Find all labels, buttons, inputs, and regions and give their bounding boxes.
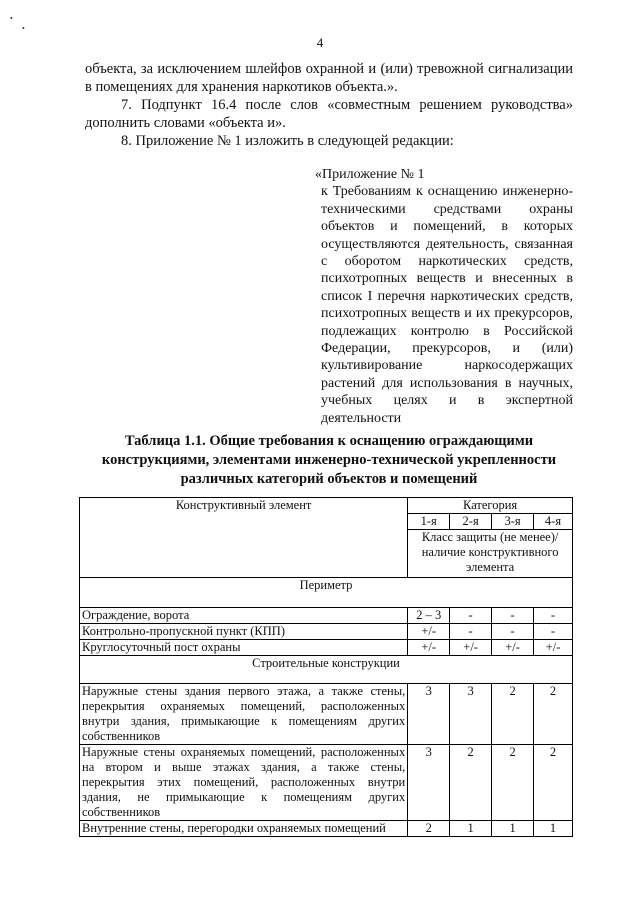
appendix-heading-block: [315, 166, 573, 427]
row-value: 1: [534, 821, 573, 837]
row-value: 2 – 3: [408, 608, 450, 624]
row-value: 1: [450, 821, 492, 837]
appendix-body: к Требованиям к оснащению инженерно-техническими средствами охраны объектов и помещений, в которых осуществляются деятельность, связанная с оборотом наркотических средств, психотропных веществ и внесенных в список I перечня наркотических средств, психотропных веществ и их прекурсоров, подлежащих контролю в Российской Федерации, прекурсоров, и (или) культивирование наркосодержащих растений для использования в научных, учебных целях и в экспертной деятельности: [321, 184, 573, 426]
row-element: Круглосуточный пост охраны: [80, 640, 408, 656]
row-value: 3: [450, 684, 492, 745]
row-value: +/-: [450, 640, 492, 656]
row-value: -: [492, 624, 534, 640]
row-value: 2: [450, 745, 492, 821]
table-row: [80, 684, 573, 745]
row-value: 2: [492, 745, 534, 821]
header-class-note: Класс защиты (не менее)/наличие конструктивного элемента: [408, 530, 573, 578]
row-element: Ограждение, ворота: [80, 608, 408, 624]
paragraph-item-7: 7. Подпункт 16.4 после слов «совместным решением руководства» дополнить словами «объекта и».: [85, 97, 573, 131]
page-number: 4: [316, 35, 324, 50]
header-category-4: 4-я: [534, 514, 573, 530]
row-value: 3: [408, 684, 450, 745]
row-element: Внутренние стены, перегородки охраняемых помещений: [80, 821, 408, 837]
header-category-3: 3-я: [492, 514, 534, 530]
row-value: 2: [492, 684, 534, 745]
row-value: +/-: [408, 640, 450, 656]
appendix-title: «Приложение № 1: [315, 167, 425, 182]
row-element: Наружные стены охраняемых помещений, расположенных на втором и выше этажах здания, а также стены, перекрытия этих помещений, расположенных внутри здания, не примыкающие к помещениям других собственников: [80, 745, 408, 821]
row-value: 2: [534, 745, 573, 821]
row-value: 2: [534, 684, 573, 745]
row-value: -: [534, 624, 573, 640]
header-category-1: 1-я: [408, 514, 450, 530]
table-row: [80, 624, 573, 640]
row-value: +/-: [408, 624, 450, 640]
row-value: 3: [408, 745, 450, 821]
header-category-2: 2-я: [450, 514, 492, 530]
paragraph-continuation: объекта, за исключением шлейфов охранной и (или) тревожной сигнализации в помещениях для хранения наркотиков объекта.».: [85, 61, 573, 95]
row-value: -: [492, 608, 534, 624]
table-row: [80, 608, 573, 624]
table-row: [80, 821, 573, 837]
row-element: Контрольно-пропускной пункт (КПП): [80, 624, 408, 640]
scan-mark: •: [10, 14, 13, 23]
header-category: Категория: [408, 498, 573, 514]
table-title: Таблица 1.1. Общие требования к оснащению ограждающими конструкциями, элементами инженерно-технической укрепленности различных категорий объектов и помещений: [101, 433, 557, 487]
header-element: Конструктивный элемент: [80, 498, 408, 578]
row-value: 1: [492, 821, 534, 837]
row-value: +/-: [534, 640, 573, 656]
row-value: -: [450, 624, 492, 640]
requirements-table: [79, 497, 573, 837]
row-value: +/-: [492, 640, 534, 656]
row-element: Наружные стены здания первого этажа, а также стены, перекрытия охраняемых помещений, расположенных внутри здания, примыкающие к помещениям других собственников: [80, 684, 408, 745]
paragraph-item-8: 8. Приложение № 1 изложить в следующей редакции:: [121, 133, 454, 149]
row-value: -: [450, 608, 492, 624]
scan-mark: •: [22, 24, 25, 33]
row-value: -: [534, 608, 573, 624]
section-perimeter: Периметр: [80, 578, 573, 608]
section-building-structures: Строительные конструкции: [80, 656, 573, 684]
row-value: 2: [408, 821, 450, 837]
table-row: [80, 745, 573, 821]
table-row: [80, 640, 573, 656]
